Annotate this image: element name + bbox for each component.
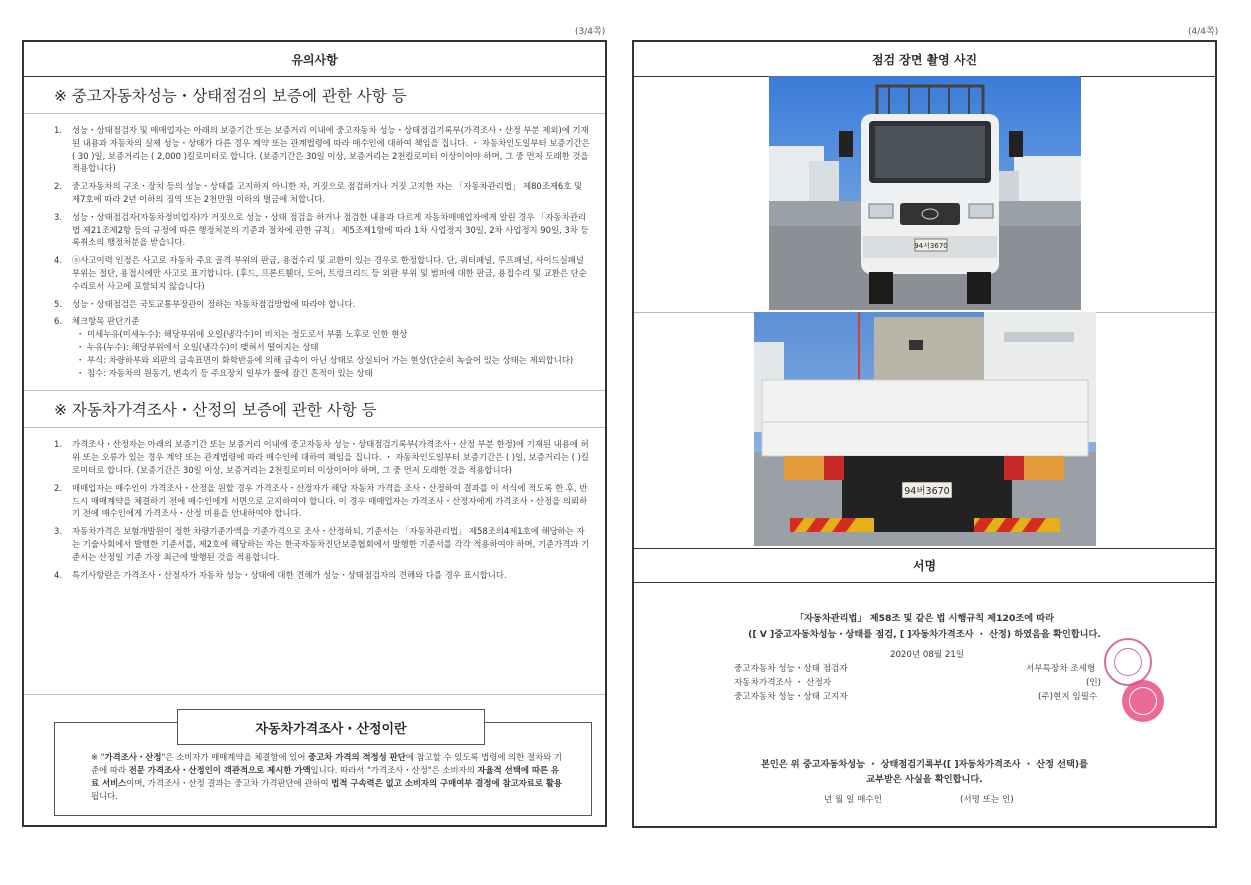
criteria-item: ・ 미세누유(미세누수): 해당부위에 오일(냉각수)이 비치는 정도로서 부품 노후로 인한 현상 [76,329,408,340]
list-item-number: 4. [54,255,62,266]
criteria-item: ・ 누유(누수): 해당부위에서 오일(냉각수)이 맺혀서 떨어지는 상태 [76,341,319,352]
list-item-number: 4. [54,569,62,580]
appraiser-name: (인) [1086,678,1102,688]
section2-title: ※ 자동차가격조사・산정의 보증에 관한 사항 등 [24,391,605,428]
notes-header: 유의사항 [24,42,605,77]
list-item-number: 6. [54,316,62,327]
appraiser-role: 자동차가격조사 ・ 산정자 [734,678,832,688]
page-number-left: (3/4쪽) [575,27,606,37]
seal-stamp-2 [1122,680,1164,722]
notice-text-part: 입니다. 따라서 "가격조사・산정"은 소비자의 [310,765,478,775]
list-item [54,482,591,520]
list-item [54,254,591,292]
criteria-item: ・ 부식: 차량하부와 외판의 금속표면이 화학반응에 의해 금속이 아닌 상태로 상실되어 가는 현상(단순히 녹슬어 있는 상태는 제외합니다) [76,354,574,365]
list-item-text: 성능・상태점검자 및 매매업자는 아래의 보증기간 또는 보증거리 이내에 중고자동차 성능・상태점검기록부(가격조사・산정 부분 제외)에 기재된 내용과 자동차의 실제 성능・상태가 다른 경우 계약 또는 관계법령에 따라 매수인에 대하여 책임을 집니다. ・ 자동차인도일부터 보증기간은 ( 30 )일, 보증거리는 ( 2,000 )킬로미터로 합니다. (보증기간은 30일 이상, 보증거리는 2천킬로미터 이상이어야 하며, 그 중 먼저 도래한 것을 적용합니다) [72,125,590,174]
list-item-number: 3. [54,211,62,222]
page-number-right: (4/4쪽) [1188,27,1219,37]
notice-text-part: 전문 가격조사・산정인이 객관적으로 제시한 가액 [128,765,311,775]
buyer-line: 년 월 일 매수인 [824,795,883,805]
list-item [54,525,591,563]
list-item-text: 중고자동차의 구조・장치 등의 성능・상태를 고지하지 아니한 자, 거짓으로 점검하거나 거짓 고지한 자는 「자동차관리법」 제80조제6호 및 제7호에 따라 2년 이하의 징역 또는 2천만원 이하의 벌금에 처합니다. [72,181,583,204]
notice-text-part: 자율적 선택에 따른 유료 서비스 [91,765,560,788]
section2-list [24,428,605,592]
criteria-item: ・ 침수: 자동차의 원동기, 변속기 등 주요장치 일부가 물에 잠긴 흔적이 있는 상태 [76,367,373,378]
notice-text-part: ※ " [91,752,105,762]
notes-frame [22,40,607,827]
notice-box [54,722,592,816]
list-item-text: 성능・상태점검자(자동차정비업자)가 거짓으로 성능・상태 점검을 하거나 점검한 내용과 다르게 자동차매매업자에게 알린 경우 「자동차관리법 제21조제2항 등의 규정에 따른 행정처분의 기준과 절차에 관한 규칙」 제5조제1항에 따라 1차 사업정지 30일, 2차 사업정지 90일, 3차 등록취소의 행정처분을 받습니다. [72,211,589,248]
law-line2: ([ V ]중고자동차성능・상태를 점검, [ ]자동차가격조사 ・ 산정) 하였음을 확인합니다. [748,629,1101,640]
list-item [54,124,591,175]
inspector-name: 서부특장차 조세형 [1026,664,1096,674]
seal-stamp-1 [1104,638,1152,686]
buyer-sign: (서명 또는 인) [960,795,1014,805]
notice-text-part: "은 소비자가 매매계약을 체결함에 있어 [161,752,309,762]
list-item [54,211,591,249]
confirm-line1: 본인은 위 중고자동차성능 ・ 상태점검기록부([ ]자동차가격조사 ・ 산정 선택)를 [760,759,1088,770]
notice-text-part: 중고차 가격의 적정성 판단 [308,752,406,762]
list-item-number: 1. [54,439,62,450]
list-item-text: 체크항목 판단기준 [72,316,140,327]
sign-date: 2020년 08월 21일 [890,650,965,660]
list-item-text: ⓐ사고이력 인정은 사고로 자동차 주요 골격 부위의 판금, 용접수리 및 교환이 있는 경우로 한정합니다. 단, 쿼터패널, 루프패널, 사이드실패널 부위는 절단, 용접시에만 사고로 표기합니다. (후드, 프론트휀더, 도어, 트렁크리드 등 외판 부위 및 범퍼에 대한 판금, 용접수리 및 교환은 단순수리로서 사고에 포함되지 않습니다) [72,255,587,291]
list-item-text: 자동차가격은 보험개발원이 정한 차량기준가액을 기준가격으로 조사・산정하되, 기준서는 「자동차관리법」 제58조의4제1호에 해당하는 자는 기술사회에서 발행한 기준서를, 제2호에 해당하는 자는 한국자동차진단보증협회에서 발행한 기준서를 각각 적용하여야 하며, 기준가격과 기준서는 산정일 기준 가장 최근에 발행된 것을 적용합니다. [72,526,590,562]
notice-text-part: 법적 구속력은 없고 소비자의 구매여부 결정에 참고자료로 활용 [331,778,563,788]
list-item [54,180,591,206]
list-item [54,438,591,476]
notifier-role: 중고자동차 성능・상태 고지자 [734,692,848,702]
list-item-text: 특기사항란은 가격조사・산정자가 자동차 성능・상태에 대한 견해가 성능・상태점검자의 견해와 다를 경우 표시합니다. [72,569,507,580]
notice-title: 자동차가격조사・산정이란 [177,709,485,745]
list-item-number: 3. [54,526,62,537]
photo-frame [632,40,1217,828]
truck-front-photo [769,76,1081,310]
signature-header: 서명 [634,548,1215,583]
list-item [54,315,591,379]
list-item [54,569,591,582]
photo-header: 점검 장면 촬영 사진 [634,42,1215,77]
rear-plate-text: 94버3670 [904,486,950,497]
truck-rear-photo [754,312,1096,546]
list-item-number: 2. [54,482,62,493]
section1-list [24,114,605,390]
list-item-number: 2. [54,181,62,192]
list-item [54,298,591,311]
notice-text-part: 가격조사・산정 [104,752,162,762]
notice-text-part: 에 참고할 수 있도록 법령에 의한 절차와 기준에 따라 [91,752,562,775]
front-plate-text: 94서3670 [914,242,948,250]
section1-title: ※ 중고자동차성능・상태점검의 보증에 관한 사항 등 [24,77,605,114]
list-item-number: 1. [54,125,62,135]
list-item-text: 성능・상태점검은 국토교통부장관이 정하는 자동차점검방법에 따라야 합니다. [72,298,356,309]
notifier-name: (주)현지 임필수 [1038,692,1098,702]
notice-text [91,751,567,803]
list-item-text: 가격조사・산정자는 아래의 보증기간 또는 보증거리 이내에 중고자동차 성능・상태점검기록부(가격조사・산정 부분 한정)에 기재된 내용에 허위 또는 오류가 있는 경우 계약 또는 관계법령에 따라 매수인에 대하여 책임을 집니다. ・ 자동차인도일부터 보증기간은 ( )일, 보증거리는 ( )킬로미터로 합니다. (보증기간은 30일 이상, 보증거리는 2천킬로미터 이상이어야 하며, 그 중 먼저 도래한 것을 적용합니다) [72,439,589,475]
inspector-role: 중고자동차 성능・상태 점검자 [734,664,848,674]
confirm-line2: 교부받은 사실을 확인합니다. [866,774,983,785]
list-item-number: 5. [54,298,62,309]
notice-text-part: 됩니다. [91,791,118,801]
notice-text-part: 이며, 가격조사・산정 결과는 중고차 가격판단에 관하여 [126,778,332,788]
list-item-text: 매매업자는 매수인이 가격조사・산정을 원할 경우 가격조사・산정자가 해당 자동차 가격을 조사・산정하여 결과를 이 서식에 적도록 한 후, 반드시 매매계약을 체결하기 전에 매수인에게 서면으로 고지하여야 합니다. 이 경우 매매업자는 가격조사・산정자에게 가격조사・산정을 의뢰하기 전에 매수인에게 가격조사・산정 비용을 안내하여야 합니다. [72,482,588,519]
law-line1: 「자동차관리법」 제58조 및 같은 법 시행규칙 제120조에 따라 [794,613,1055,624]
